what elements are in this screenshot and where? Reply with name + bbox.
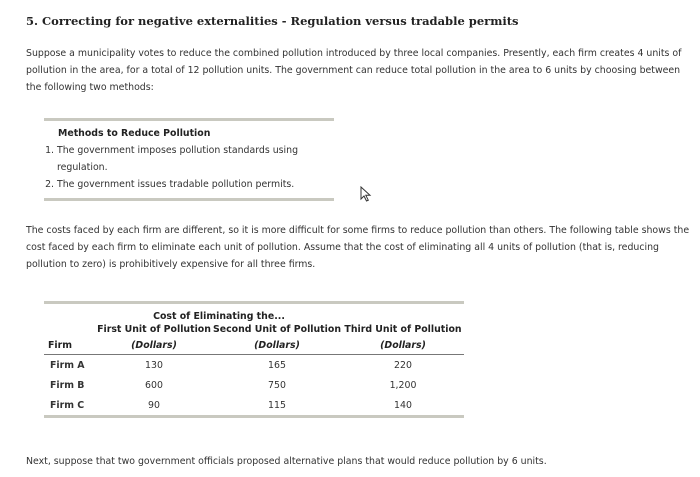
cost-first-unit: 130 — [145, 359, 163, 371]
costs-table-box — [44, 301, 464, 418]
firm-name: Firm A — [50, 359, 85, 371]
mouse-pointer-icon — [360, 186, 372, 206]
cost-second-unit: 165 — [268, 359, 286, 371]
methods-list — [44, 142, 334, 193]
cost-second-unit: 115 — [268, 399, 286, 411]
group-header: Cost of Eliminating the... — [153, 311, 285, 322]
cost-third-unit: 1,200 — [389, 379, 417, 391]
table-row — [44, 355, 464, 376]
column-header-firm: Firm — [44, 322, 96, 355]
question-title: 5. Correcting for negative externalities - Regulation versus tradable permits — [26, 14, 519, 28]
costs-table — [44, 304, 464, 415]
next-paragraph: Next, suppose that two government officials proposed alternative plans that would reduce pollution by 6 units. — [26, 456, 547, 467]
methods-box — [44, 118, 334, 201]
costs-paragraph: The costs faced by each firm are different, so it is more difficult for some firms to reduce pollution than others. The following table shows the cost faced by each firm to eliminate each unit of pollution. Assume that the cost of eliminating all 4 units of pollution (that is, reducing pollution to zero) is prohibitively expensive for all three firms. — [26, 225, 690, 270]
method-item: 1. The government imposes pollution standards using regulation. — [57, 142, 334, 176]
firm-name: Firm B — [50, 379, 85, 391]
table-row — [44, 395, 464, 415]
column-header-second-unit: Second Unit of Pollution (Dollars) — [212, 322, 342, 355]
table-row — [44, 375, 464, 395]
methods-heading: Methods to Reduce Pollution — [58, 128, 211, 139]
cost-second-unit: 750 — [268, 379, 286, 391]
column-header-third-unit: Third Unit of Pollution (Dollars) — [342, 322, 464, 355]
method-item: 2. The government issues tradable pollution permits. — [57, 176, 334, 193]
cost-first-unit: 600 — [145, 379, 163, 391]
column-header-first-unit: First Unit of Pollution (Dollars) — [96, 322, 212, 355]
firm-name: Firm C — [50, 399, 85, 411]
cost-third-unit: 220 — [394, 359, 412, 371]
cost-first-unit: 90 — [148, 399, 160, 411]
intro-paragraph: Suppose a municipality votes to reduce the combined pollution introduced by three local companies. Presently, each firm creates 4 units of pollution in the area, for a total of 12 pollution units. The government can reduce total pollution in the area to 6 units by choosing between the following two methods: — [26, 48, 682, 93]
cost-third-unit: 140 — [394, 399, 412, 411]
